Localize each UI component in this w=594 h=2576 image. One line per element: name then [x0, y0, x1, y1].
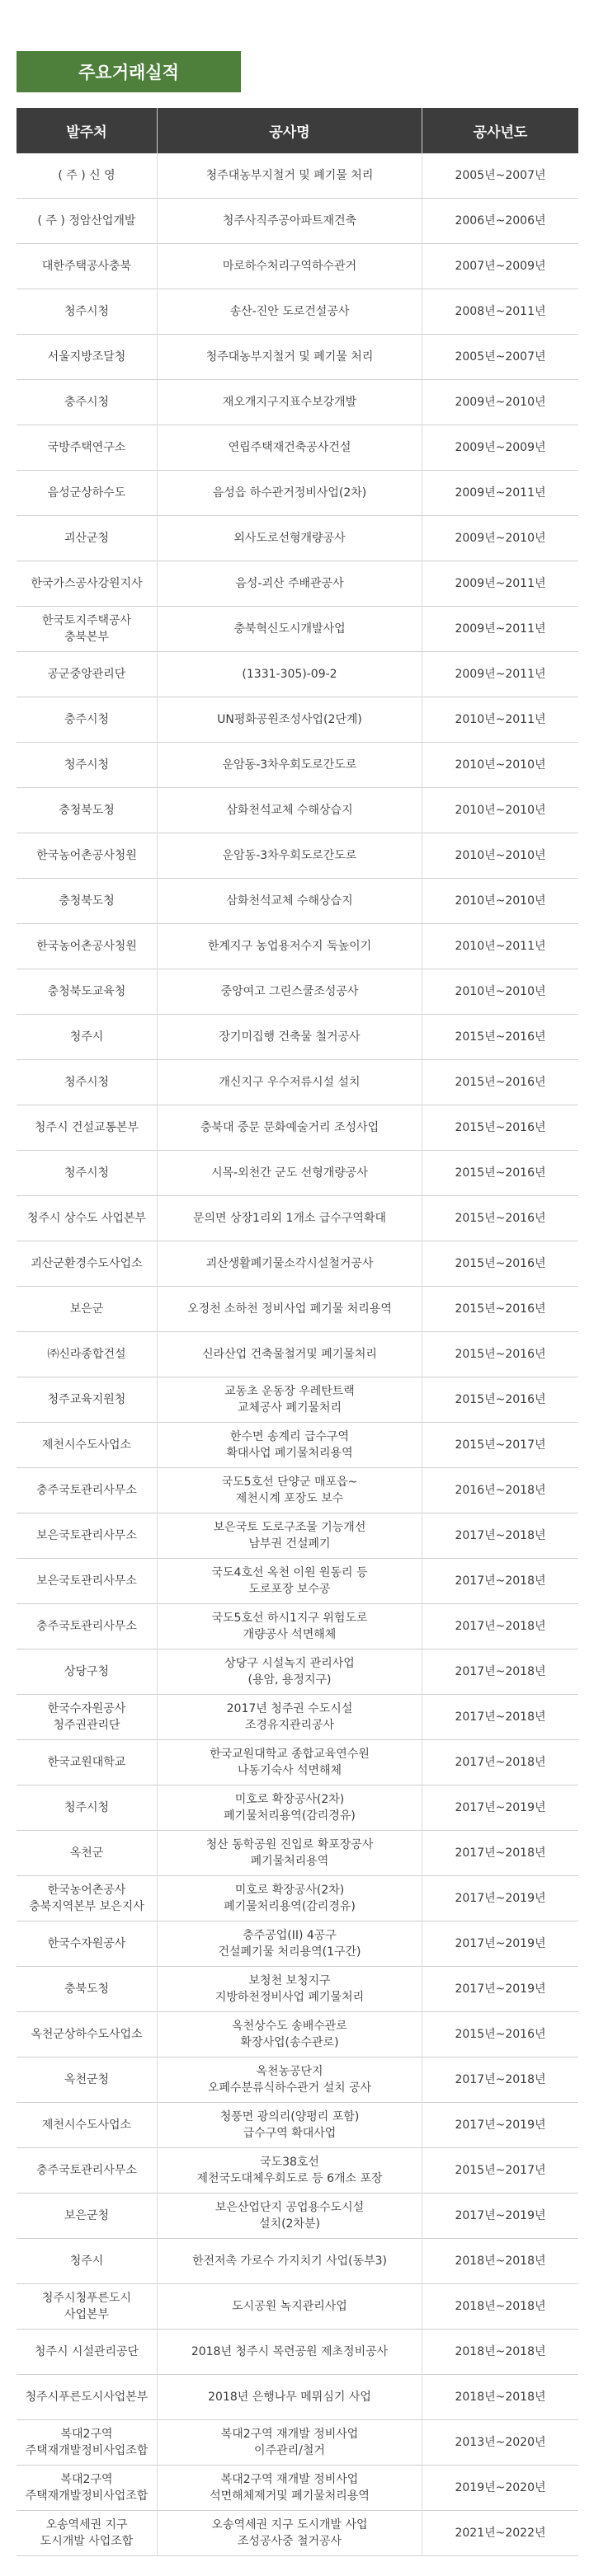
period-cell: 2009년~2011년 [422, 471, 578, 516]
period-cell: 2008년~2011년 [422, 289, 578, 335]
period-cell: 2017년~2018년 [422, 1831, 578, 1876]
header-period: 공사년도 [422, 108, 578, 153]
period-cell: 2015년~2016년 [422, 1241, 578, 1287]
project-cell: 장기미집행 건축물 철거공사 [158, 1015, 422, 1060]
period-cell: 2009년~2010년 [422, 516, 578, 561]
project-cell: UN평화공원조성사업(2단계) [158, 697, 422, 743]
period-cell: 2017년~2018년 [422, 2058, 578, 2103]
client-cell: 청주교육지원청 [16, 1377, 158, 1423]
period-cell: 2010년~2010년 [422, 788, 578, 833]
period-cell: 2017년~2019년 [422, 1785, 578, 1831]
project-cell: 청주대농부지철거 및 폐기물 처리 [158, 335, 422, 380]
performance-table [16, 108, 578, 2576]
client-cell: 청주시청 [16, 743, 158, 788]
project-cell: 청풍면 광의리(양평리 포함) 급수구역 확대사업 [158, 2103, 422, 2148]
period-cell: 2017년~2019년 [422, 1876, 578, 1921]
client-cell: 괴산군환경수도사업소 [16, 1241, 158, 1287]
client-cell: ㈜신라종합건설 [16, 1332, 158, 1377]
project-cell: 국도38호선 제천국도대체우회도로 등 6개소 포장 [158, 2148, 422, 2194]
client-cell: 괴산군청 [16, 516, 158, 561]
period-cell: 2009년~2011년 [422, 607, 578, 652]
client-cell: 한국농어촌공사청원 [16, 833, 158, 879]
project-cell: 교동초 운동장 우레탄트랙 교체공사 폐기물처리 [158, 1377, 422, 1423]
period-cell: 2009년~2010년 [422, 380, 578, 425]
client-cell: 옥천군 [16, 1831, 158, 1876]
project-cell: 복대2구역 재개발 정비사업 이주관리/철거 [158, 2420, 422, 2466]
client-cell: 충청북도청 [16, 879, 158, 924]
project-cell: 한수면 송계리 급수구역 확대사업 폐기물처리용역 [158, 1423, 422, 1468]
client-cell: 충청북도청 [16, 788, 158, 833]
project-cell: 음성-괴산 주배관공사 [158, 561, 422, 607]
client-cell: 복대2구역 주택재개발정비사업조합 [16, 2466, 158, 2511]
period-cell: 2010년~2011년 [422, 924, 578, 969]
period-cell: 2017년~2018년 [422, 1559, 578, 1604]
period-cell: 2015년~2016년 [422, 1060, 578, 1105]
period-cell: 2017년~2019년 [422, 1921, 578, 1967]
project-cell: 국도4호선 옥천 이원 원동리 등 도로포장 보수공 [158, 1559, 422, 1604]
project-cell: 미호로 확장공사(2차) 폐기물처리용역(감리경유) [158, 1785, 422, 1831]
client-cell: 충주국토관리사무소 [16, 2148, 158, 2194]
project-cell: 한계지구 농업용저수지 둑높이기 [158, 924, 422, 969]
project-cell: 청산 동학공원 진입로 확포장공사 폐기물처리용역 [158, 1831, 422, 1876]
project-cell: 국도5호선 단양군 매포읍~ 제천시계 포장도 보수 [158, 1468, 422, 1513]
client-cell: 한국교원대학교 [16, 1740, 158, 1785]
period-cell: 2015년~2016년 [422, 1287, 578, 1332]
project-cell: 시목-외천간 군도 선형개량공사 [158, 1151, 422, 1196]
client-cell: 한국농어촌공사청원 [16, 924, 158, 969]
period-cell: 2021년~2022년 [422, 2511, 578, 2556]
client-cell: 충북도청 [16, 1967, 158, 2012]
project-cell: 2018년 은행나무 메뮈심기 사업 [158, 2375, 422, 2420]
project-cell: 청주대농부지철거 및 폐기물 처리 [158, 153, 422, 199]
period-cell: 2015년~2016년 [422, 1332, 578, 1377]
period-cell: 2015년~2016년 [422, 1151, 578, 1196]
project-cell: 괴산생활폐기물소각시설철거공사 [158, 1241, 422, 1287]
client-cell: 충청북도교육청 [16, 969, 158, 1015]
client-cell: 한국가스공사강원지사 [16, 561, 158, 607]
project-cell: 청주사직주공아파트재건축 [158, 199, 422, 244]
project-cell: 충북혁신도시개발사업 [158, 607, 422, 652]
project-cell: 개신지구 우수저류시설 설치 [158, 1060, 422, 1105]
period-cell: 2007년~2009년 [422, 244, 578, 289]
project-cell: 운암동-3차우회도로간도로 [158, 743, 422, 788]
project-cell: (1331-305)-09-2 [158, 652, 422, 697]
project-cell: 한국교원대학교 종합교육연수원 나동기숙사 석면해체 [158, 1740, 422, 1785]
client-cell: ( 주 ) 정암산업개발 [16, 199, 158, 244]
client-cell: 서울지방조달청 [16, 335, 158, 380]
client-cell: 청주시푸른도시사업본부 [16, 2375, 158, 2420]
project-cell: 한전저촉 가로수 가지치기 사업(동부3) [158, 2239, 422, 2284]
period-cell: 2010년~2010년 [422, 833, 578, 879]
client-cell: 청주시청 [16, 1151, 158, 1196]
period-cell: 2018년~2018년 [422, 2239, 578, 2284]
client-cell: 보은국토관리사무소 [16, 1513, 158, 1559]
client-cell: 청주시 [16, 1015, 158, 1060]
period-cell: 2017년~2019년 [422, 2103, 578, 2148]
period-cell: 2015년~2016년 [422, 1196, 578, 1241]
period-cell: 2018년~2018년 [422, 2375, 578, 2420]
client-cell: 충주국토관리사무소 [16, 1604, 158, 1649]
client-cell: 옥천군상하수도사업소 [16, 2012, 158, 2058]
client-cell: 청주시청 [16, 289, 158, 335]
period-cell: 2016년~2018년 [422, 1468, 578, 1513]
period-cell: 2015년~2016년 [422, 1105, 578, 1151]
client-cell: 청주시 상수도 사업본부 [16, 1196, 158, 1241]
period-cell: 2010년~2010년 [422, 969, 578, 1015]
client-cell: 공군중앙관리단 [16, 652, 158, 697]
project-cell: 도시공원 녹지관리사업 [158, 2284, 422, 2330]
project-cell: 국도5호선 하시1지구 위험도로 개량공사 석면해체 [158, 1604, 422, 1649]
header-project: 공사명 [158, 108, 422, 153]
period-cell: 2018년~2018년 [422, 2284, 578, 2330]
project-cell: 보청천 보청지구 지방하천정비사업 폐기물처리 [158, 1967, 422, 2012]
client-cell: 제천시수도사업소 [16, 1423, 158, 1468]
project-cell: 삼화천석교체 수해상습지 [158, 879, 422, 924]
period-cell: 2015년~2016년 [422, 1377, 578, 1423]
project-cell: 신라산업 건축물철거및 폐기물처리 [158, 1332, 422, 1377]
project-cell: 마로하수처리구역하수관거 [158, 244, 422, 289]
client-cell: 국방주택연구소 [16, 425, 158, 471]
project-cell: 옥천상수도 송배수관로 확장사업(송수관로) [158, 2012, 422, 2058]
period-cell: 2017년~2018년 [422, 1604, 578, 1649]
period-cell: 2015년~2016년 [422, 2012, 578, 2058]
client-cell: 옥천군청 [16, 2058, 158, 2103]
project-cell: 보은국토 도로구조물 기능개선 남부권 건설폐기 [158, 1513, 422, 1559]
period-cell: 2009년~2011년 [422, 561, 578, 607]
period-cell: 2015년~2017년 [422, 2148, 578, 2194]
client-cell: 보은군청 [16, 2194, 158, 2239]
period-cell: 2017년~2018년 [422, 1740, 578, 1785]
project-cell: 충주공업(II) 4공구 건설폐기물 처리용역(1구간) [158, 1921, 422, 1967]
period-cell: 2006년~2006년 [422, 199, 578, 244]
client-cell: 복대2구역 주택재개발정비사업조합 [16, 2420, 158, 2466]
period-cell: 2010년~2010년 [422, 743, 578, 788]
period-cell: 2017년~2018년 [422, 1695, 578, 1740]
project-cell: 복대2구역 재개발 정비사업 석면해체제거및 폐기물처리용역 [158, 2466, 422, 2511]
project-cell: 미호로 확장공사(2차) 폐기물처리용역(감리경유) [158, 1876, 422, 1921]
client-cell: 청주시 시설관리공단 [16, 2330, 158, 2375]
project-cell: 오정천 소하천 정비사업 폐기물 처리용역 [158, 1287, 422, 1332]
client-cell: 대한주택공사충북 [16, 244, 158, 289]
client-cell: 오송역세권 지구 도시개발 사업조합 [16, 2511, 158, 2556]
client-cell: 한국농어촌공사 충북지역본부 보은지사 [16, 1876, 158, 1921]
client-cell: 보은군 [16, 1287, 158, 1332]
project-cell: 재오개지구지표수보강개발 [158, 380, 422, 425]
period-cell: 2019년~2020년 [422, 2466, 578, 2511]
client-cell: 상당구청 [16, 1649, 158, 1695]
project-cell: 운암동-3차우회도로간도로 [158, 833, 422, 879]
period-cell: 2018년~2018년 [422, 2330, 578, 2375]
project-cell: 송산-진안 도로건설공사 [158, 289, 422, 335]
period-cell: 2017년~2018년 [422, 1513, 578, 1559]
period-cell: 2005년~2007년 [422, 153, 578, 199]
period-cell: 2010년~2011년 [422, 697, 578, 743]
project-cell: 외사도로선형개량공사 [158, 516, 422, 561]
project-cell: 문의면 상장1리외 1개소 급수구역확대 [158, 1196, 422, 1241]
project-cell: 2017년 청주권 수도시설 조경유지관리공사 [158, 1695, 422, 1740]
client-cell: ( 주 ) 신 영 [16, 153, 158, 199]
project-cell: 오송역세권 지구 도시개발 사업 조성공사중 철거공사 [158, 2511, 422, 2556]
period-cell: 2017년~2019년 [422, 2194, 578, 2239]
client-cell: 청주시청 [16, 1785, 158, 1831]
client-cell: 청주시청 [16, 1060, 158, 1105]
project-cell: 충북대 중문 문화예술거리 조성사업 [158, 1105, 422, 1151]
project-cell: 2018년 청주시 목련공원 제초정비공사 [158, 2330, 422, 2375]
client-cell: 청주시청푸른도시 사업본부 [16, 2284, 158, 2330]
client-cell: 청주시 건설교통본부 [16, 1105, 158, 1151]
period-cell: 2017년~2019년 [422, 1967, 578, 2012]
project-cell: 옥천농공단지 오페수분류식하수관거 설치 공사 [158, 2058, 422, 2103]
client-cell: 제천시수도사업소 [16, 2103, 158, 2148]
client-cell: 보은국토관리사무소 [16, 1559, 158, 1604]
project-cell: 음성읍 하수관거정비사업(2차) [158, 471, 422, 516]
header-client: 발주처 [16, 108, 158, 153]
period-cell: 2013년~2020년 [422, 2420, 578, 2466]
client-cell: 충주시청 [16, 380, 158, 425]
period-cell: 2017년~2018년 [422, 1649, 578, 1695]
period-cell: 2010년~2010년 [422, 879, 578, 924]
project-cell: 연립주택재건축공사건설 [158, 425, 422, 471]
section-title: 주요거래실적 [16, 51, 241, 92]
client-cell: 충주국토관리사무소 [16, 1468, 158, 1513]
client-cell: 한국수자원공사 청주권관리단 [16, 1695, 158, 1740]
period-cell: 2015년~2016년 [422, 1015, 578, 1060]
project-cell: 중앙여고 그린스쿨조성공사 [158, 969, 422, 1015]
period-cell: 2005년~2007년 [422, 335, 578, 380]
project-cell: 상당구 시설녹지 관리사업 (용암, 용정지구) [158, 1649, 422, 1695]
client-cell: 음성군상하수도 [16, 471, 158, 516]
project-cell: 삼화천석교체 수해상습지 [158, 788, 422, 833]
client-cell: 청주시 [16, 2239, 158, 2284]
period-cell: 2015년~2017년 [422, 1423, 578, 1468]
period-cell: 2009년~2009년 [422, 425, 578, 471]
project-cell: 보은산업단지 공업용수도시설 설치(2차분) [158, 2194, 422, 2239]
client-cell: 충주시청 [16, 697, 158, 743]
client-cell: 한국토지주택공사 충북본부 [16, 607, 158, 652]
client-cell: 한국수자원공사 [16, 1921, 158, 1967]
period-cell: 2009년~2011년 [422, 652, 578, 697]
